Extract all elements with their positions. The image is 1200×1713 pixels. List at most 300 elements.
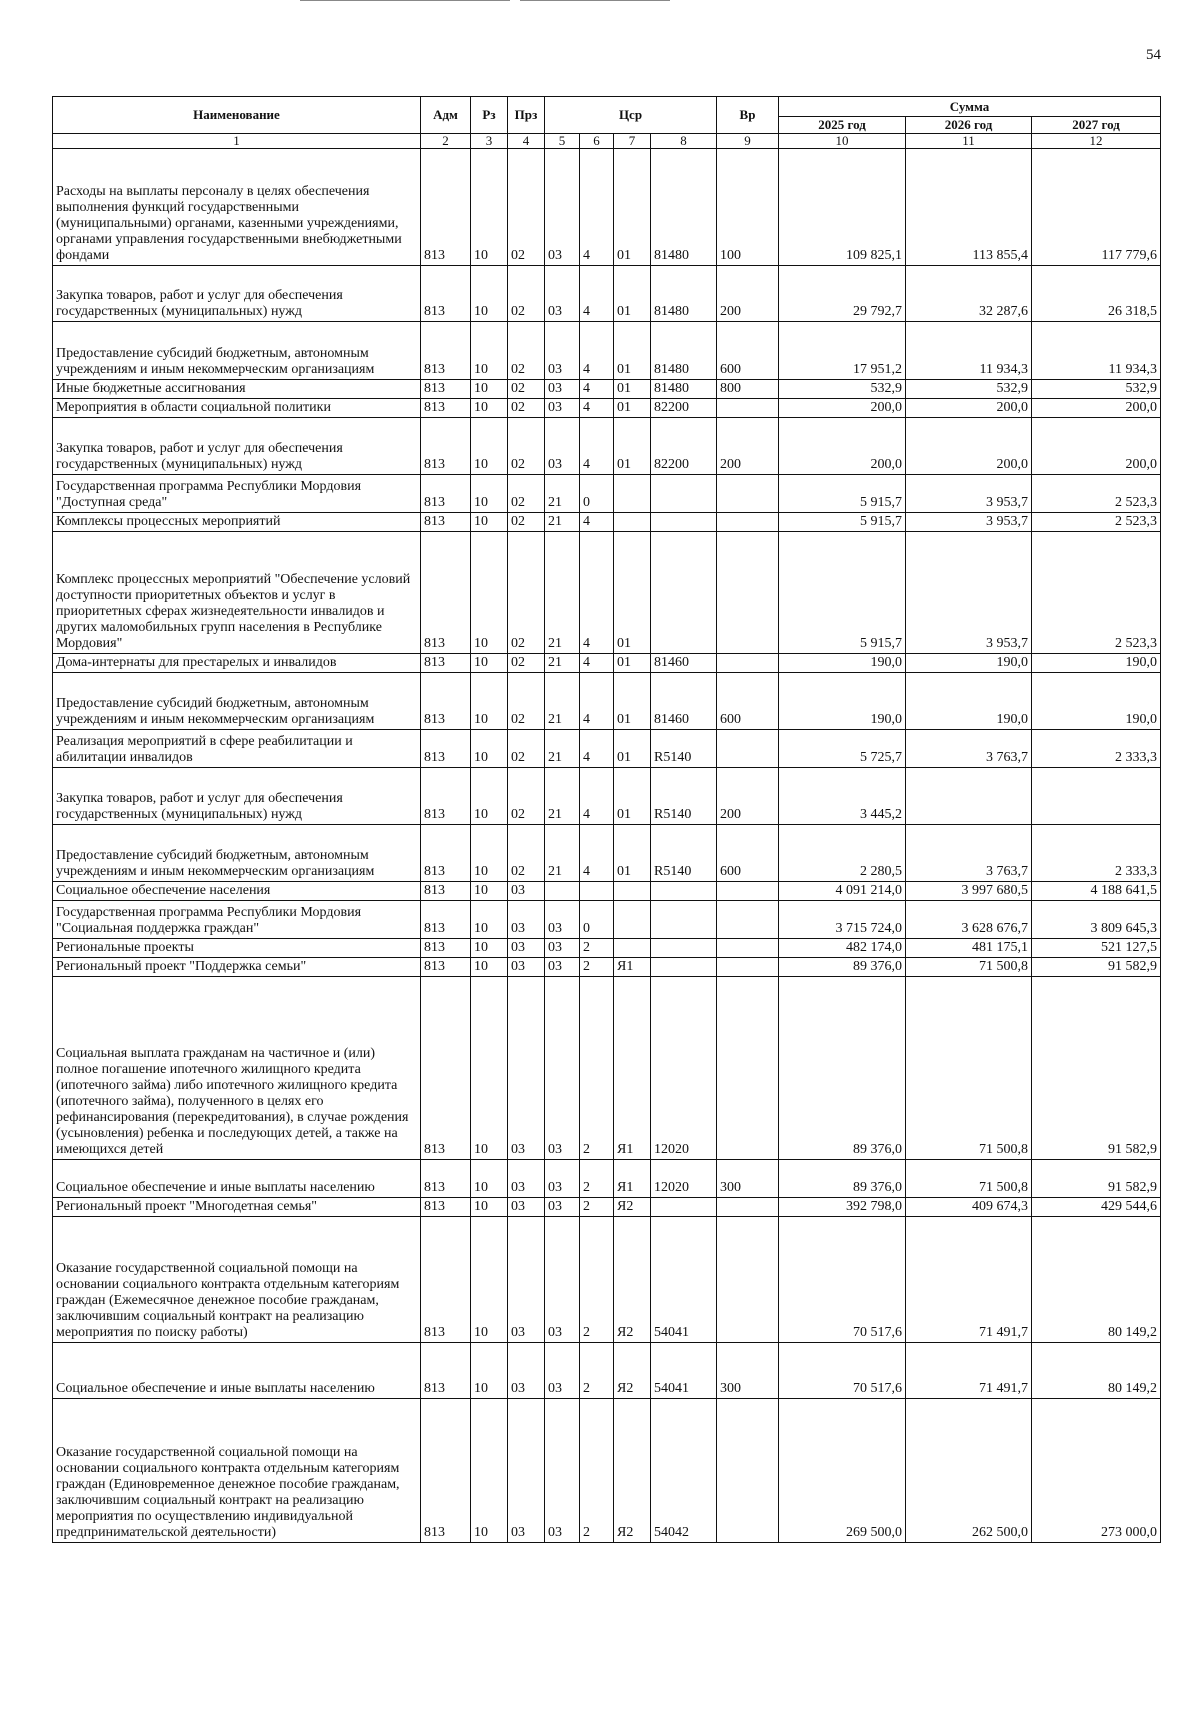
table-row: [53, 1198, 1161, 1217]
row-sum-y2027: 2 333,3: [1032, 825, 1161, 882]
row-code-c4: 54042: [651, 1399, 717, 1543]
row-sum-y2026: [906, 768, 1032, 825]
row-code-c4: 81480: [651, 322, 717, 380]
row-code-c1: 03: [545, 418, 580, 475]
row-code-c2: 4: [580, 399, 614, 418]
row-code-c1: 21: [545, 730, 580, 768]
row-code-c2: 4: [580, 673, 614, 730]
row-code-c2: 4: [580, 730, 614, 768]
row-code-prz: 03: [508, 1217, 545, 1343]
header-csr: Цср: [545, 97, 717, 134]
table-row: [53, 1399, 1161, 1543]
row-code-vr: 200: [717, 768, 779, 825]
row-code-c4: [651, 513, 717, 532]
row-code-c1: 03: [545, 1160, 580, 1198]
row-code-prz: 03: [508, 1399, 545, 1543]
row-name: Комплекс процессных мероприятий "Обеспечение условий доступности приоритетных объектов и услуг в приоритетных сферах жизнедеятельности инвалидов и других маломобильных групп населения в Республике Мордовия": [53, 532, 421, 654]
row-code-c3: Я1: [614, 1160, 651, 1198]
row-code-prz: 02: [508, 654, 545, 673]
header-sum: Сумма: [779, 97, 1161, 117]
row-sum-y2026: 409 674,3: [906, 1198, 1032, 1217]
row-code-rz: 10: [471, 882, 508, 901]
row-code-adm: 813: [421, 768, 471, 825]
row-code-c3: 01: [614, 266, 651, 322]
header-rz: Рз: [471, 97, 508, 134]
row-sum-y2025: 5 915,7: [779, 475, 906, 513]
row-code-vr: [717, 513, 779, 532]
row-name: Реализация мероприятий в сфере реабилитации и абилитации инвалидов: [53, 730, 421, 768]
header-vr: Вр: [717, 97, 779, 134]
row-code-adm: 813: [421, 1217, 471, 1343]
row-code-vr: [717, 1217, 779, 1343]
row-sum-y2025: 3 445,2: [779, 768, 906, 825]
row-code-c4: R5140: [651, 825, 717, 882]
row-code-c4: [651, 958, 717, 977]
row-sum-y2026: 3 763,7: [906, 730, 1032, 768]
row-sum-y2025: 89 376,0: [779, 1160, 906, 1198]
row-code-vr: 800: [717, 380, 779, 399]
row-code-prz: 02: [508, 532, 545, 654]
row-code-c3: Я2: [614, 1198, 651, 1217]
row-code-c1: 21: [545, 513, 580, 532]
row-name: Социальное обеспечение населения: [53, 882, 421, 901]
row-sum-y2027: 190,0: [1032, 673, 1161, 730]
row-code-c1: [545, 882, 580, 901]
row-code-adm: 813: [421, 1160, 471, 1198]
row-sum-y2026: 200,0: [906, 418, 1032, 475]
row-code-adm: 813: [421, 149, 471, 266]
row-code-c1: 21: [545, 532, 580, 654]
row-code-c3: Я1: [614, 958, 651, 977]
row-code-c4: 81480: [651, 266, 717, 322]
row-code-c1: 21: [545, 673, 580, 730]
row-sum-y2027: 2 523,3: [1032, 532, 1161, 654]
row-code-c2: 4: [580, 768, 614, 825]
row-code-c3: 01: [614, 399, 651, 418]
row-code-c1: 03: [545, 322, 580, 380]
row-name: Региональный проект "Многодетная семья": [53, 1198, 421, 1217]
row-code-rz: 10: [471, 1160, 508, 1198]
row-name: Расходы на выплаты персоналу в целях обеспечения выполнения функций государственными (муниципальными) органами, казенными учреждениями, органами управления государственными внебюджетными фондами: [53, 149, 421, 266]
row-sum-y2027: 3 809 645,3: [1032, 901, 1161, 939]
row-name: Региональный проект "Поддержка семьи": [53, 958, 421, 977]
row-code-c4: 54041: [651, 1217, 717, 1343]
row-sum-y2026: 3 628 676,7: [906, 901, 1032, 939]
row-sum-y2026: 200,0: [906, 399, 1032, 418]
row-code-vr: [717, 399, 779, 418]
row-sum-y2026: 3 953,7: [906, 532, 1032, 654]
row-sum-y2027: 200,0: [1032, 418, 1161, 475]
row-sum-y2025: 200,0: [779, 418, 906, 475]
row-name: Оказание государственной социальной помощи на основании социального контракта отдельным категориям граждан (Единовременное денежное пособие гражданам, заключившим социальный контракт на реализацию мероприятия по осуществлению индивидуальной предпринимательской деятельности): [53, 1399, 421, 1543]
table-row: [53, 958, 1161, 977]
row-code-vr: [717, 730, 779, 768]
row-sum-y2027: 117 779,6: [1032, 149, 1161, 266]
row-code-c2: 2: [580, 977, 614, 1160]
row-name: Закупка товаров, работ и услуг для обеспечения государственных (муниципальных) нужд: [53, 768, 421, 825]
row-code-adm: 813: [421, 513, 471, 532]
column-number: 8: [651, 134, 717, 149]
row-code-c3: [614, 901, 651, 939]
row-code-adm: 813: [421, 958, 471, 977]
row-code-adm: 813: [421, 418, 471, 475]
row-code-c3: [614, 513, 651, 532]
row-code-vr: 600: [717, 322, 779, 380]
row-code-rz: 10: [471, 1217, 508, 1343]
row-sum-y2025: 5 725,7: [779, 730, 906, 768]
row-code-c2: 2: [580, 958, 614, 977]
table-row: [53, 730, 1161, 768]
table-row: [53, 266, 1161, 322]
header-year-2026: 2026 год: [906, 117, 1032, 134]
row-code-prz: 03: [508, 1198, 545, 1217]
row-code-rz: 10: [471, 825, 508, 882]
row-code-adm: 813: [421, 882, 471, 901]
row-code-vr: 600: [717, 673, 779, 730]
row-code-c3: 01: [614, 768, 651, 825]
row-code-c2: 4: [580, 322, 614, 380]
row-sum-y2026: 532,9: [906, 380, 1032, 399]
row-code-adm: 813: [421, 475, 471, 513]
row-code-rz: 10: [471, 399, 508, 418]
scan-artifact: [300, 0, 510, 1]
row-code-c2: 2: [580, 939, 614, 958]
row-sum-y2026: 190,0: [906, 654, 1032, 673]
table-row: [53, 513, 1161, 532]
row-code-c2: 0: [580, 901, 614, 939]
table-row: [53, 322, 1161, 380]
row-code-prz: 02: [508, 513, 545, 532]
table-row: [53, 399, 1161, 418]
row-code-c1: 03: [545, 901, 580, 939]
row-sum-y2027: 521 127,5: [1032, 939, 1161, 958]
row-code-c2: [580, 882, 614, 901]
row-code-c4: 81460: [651, 654, 717, 673]
row-sum-y2026: 3 763,7: [906, 825, 1032, 882]
row-name: Социальная выплата гражданам на частичное и (или) полное погашение ипотечного жилищного кредита (ипотечного займа) либо ипотечного жилищного кредита (ипотечного займа), полученного в целях его рефинансирования (перекредитования), в случае рождения (усыновления) ребенка и последующих детей, а также на имеющихся детей: [53, 977, 421, 1160]
row-code-c2: 4: [580, 825, 614, 882]
row-sum-y2027: 2 333,3: [1032, 730, 1161, 768]
row-code-prz: 03: [508, 958, 545, 977]
row-sum-y2026: 71 491,7: [906, 1217, 1032, 1343]
row-name: Дома-интернаты для престарелых и инвалидов: [53, 654, 421, 673]
header-name: Наименование: [53, 97, 421, 134]
row-code-c4: 82200: [651, 399, 717, 418]
row-sum-y2027: 2 523,3: [1032, 513, 1161, 532]
row-sum-y2025: 269 500,0: [779, 1399, 906, 1543]
row-sum-y2025: 200,0: [779, 399, 906, 418]
table-row: [53, 654, 1161, 673]
row-code-adm: 813: [421, 673, 471, 730]
row-code-c3: 01: [614, 532, 651, 654]
row-code-c2: 4: [580, 513, 614, 532]
column-number: 2: [421, 134, 471, 149]
row-sum-y2025: 89 376,0: [779, 958, 906, 977]
row-code-rz: 10: [471, 939, 508, 958]
column-number: 7: [614, 134, 651, 149]
row-code-prz: 02: [508, 149, 545, 266]
header-adm: Адм: [421, 97, 471, 134]
row-sum-y2025: 4 091 214,0: [779, 882, 906, 901]
row-code-c2: 4: [580, 532, 614, 654]
row-code-c2: 4: [580, 149, 614, 266]
row-code-rz: 10: [471, 1198, 508, 1217]
row-code-c3: Я2: [614, 1343, 651, 1399]
row-sum-y2025: 190,0: [779, 654, 906, 673]
row-code-c2: 2: [580, 1160, 614, 1198]
row-code-adm: 813: [421, 825, 471, 882]
row-code-c1: 03: [545, 977, 580, 1160]
row-code-c2: 4: [580, 380, 614, 399]
row-sum-y2026: 3 953,7: [906, 513, 1032, 532]
row-code-c3: 01: [614, 322, 651, 380]
row-name: Предоставление субсидий бюджетным, автономным учреждениям и иным некоммерческим организациям: [53, 673, 421, 730]
row-code-rz: 10: [471, 977, 508, 1160]
table-row: [53, 532, 1161, 654]
row-name: Государственная программа Республики Мордовия "Доступная среда": [53, 475, 421, 513]
row-name: Государственная программа Республики Мордовия "Социальная поддержка граждан": [53, 901, 421, 939]
row-code-rz: 10: [471, 768, 508, 825]
row-sum-y2026: 113 855,4: [906, 149, 1032, 266]
table-row: [53, 1217, 1161, 1343]
row-code-c3: 01: [614, 825, 651, 882]
row-code-c1: 03: [545, 380, 580, 399]
row-code-prz: 02: [508, 380, 545, 399]
row-sum-y2026: 262 500,0: [906, 1399, 1032, 1543]
row-code-c1: 21: [545, 475, 580, 513]
column-number: 12: [1032, 134, 1161, 149]
table-row: [53, 901, 1161, 939]
row-code-rz: 10: [471, 322, 508, 380]
header-year-2025: 2025 год: [779, 117, 906, 134]
row-code-c4: 81460: [651, 673, 717, 730]
row-code-vr: 200: [717, 266, 779, 322]
row-code-c3: [614, 939, 651, 958]
row-code-c1: 21: [545, 768, 580, 825]
row-code-c1: 21: [545, 654, 580, 673]
row-code-c2: 4: [580, 266, 614, 322]
row-sum-y2027: [1032, 768, 1161, 825]
row-code-prz: 03: [508, 1160, 545, 1198]
row-sum-y2025: 392 798,0: [779, 1198, 906, 1217]
row-code-c1: 03: [545, 399, 580, 418]
row-code-c3: Я1: [614, 977, 651, 1160]
row-name: Мероприятия в области социальной политики: [53, 399, 421, 418]
row-code-c3: 01: [614, 418, 651, 475]
row-sum-y2025: 190,0: [779, 673, 906, 730]
row-code-rz: 10: [471, 1399, 508, 1543]
row-code-c4: 12020: [651, 977, 717, 1160]
row-sum-y2027: 273 000,0: [1032, 1399, 1161, 1543]
row-code-c1: 03: [545, 1343, 580, 1399]
table-row: [53, 939, 1161, 958]
row-sum-y2026: 71 491,7: [906, 1343, 1032, 1399]
column-number: 9: [717, 134, 779, 149]
row-code-c4: R5140: [651, 768, 717, 825]
row-code-vr: [717, 939, 779, 958]
table-row: [53, 1160, 1161, 1198]
row-code-rz: 10: [471, 730, 508, 768]
row-code-prz: 02: [508, 475, 545, 513]
row-code-rz: 10: [471, 654, 508, 673]
row-sum-y2025: 109 825,1: [779, 149, 906, 266]
table-row: [53, 1343, 1161, 1399]
row-code-prz: 03: [508, 901, 545, 939]
column-number: 1: [53, 134, 421, 149]
table-row: [53, 673, 1161, 730]
row-sum-y2026: 71 500,8: [906, 1160, 1032, 1198]
row-sum-y2027: 200,0: [1032, 399, 1161, 418]
row-sum-y2027: 26 318,5: [1032, 266, 1161, 322]
row-code-c3: Я2: [614, 1399, 651, 1543]
row-code-c2: 4: [580, 418, 614, 475]
row-code-adm: 813: [421, 654, 471, 673]
row-code-vr: [717, 958, 779, 977]
row-sum-y2026: 3 997 680,5: [906, 882, 1032, 901]
column-number: 4: [508, 134, 545, 149]
row-code-vr: 100: [717, 149, 779, 266]
header-year-2027: 2027 год: [1032, 117, 1161, 134]
row-code-c2: 2: [580, 1343, 614, 1399]
row-code-c4: 12020: [651, 1160, 717, 1198]
row-sum-y2027: 429 544,6: [1032, 1198, 1161, 1217]
row-code-c4: [651, 1198, 717, 1217]
row-code-adm: 813: [421, 399, 471, 418]
row-sum-y2025: 532,9: [779, 380, 906, 399]
row-sum-y2027: 91 582,9: [1032, 958, 1161, 977]
table-row: [53, 149, 1161, 266]
row-name: Социальное обеспечение и иные выплаты населению: [53, 1343, 421, 1399]
row-code-adm: 813: [421, 1198, 471, 1217]
header-prz: Прз: [508, 97, 545, 134]
row-code-c2: 2: [580, 1198, 614, 1217]
row-name: Закупка товаров, работ и услуг для обеспечения государственных (муниципальных) нужд: [53, 418, 421, 475]
row-sum-y2027: 80 149,2: [1032, 1217, 1161, 1343]
row-sum-y2025: 70 517,6: [779, 1343, 906, 1399]
row-code-prz: 02: [508, 825, 545, 882]
row-code-rz: 10: [471, 266, 508, 322]
row-code-c3: 01: [614, 654, 651, 673]
row-code-c3: 01: [614, 730, 651, 768]
row-name: Социальное обеспечение и иные выплаты населению: [53, 1160, 421, 1198]
row-code-c4: R5140: [651, 730, 717, 768]
column-number: 5: [545, 134, 580, 149]
row-code-c4: 81480: [651, 380, 717, 399]
row-code-rz: 10: [471, 901, 508, 939]
row-sum-y2025: 3 715 724,0: [779, 901, 906, 939]
table-row: [53, 768, 1161, 825]
row-sum-y2025: 482 174,0: [779, 939, 906, 958]
column-number: 6: [580, 134, 614, 149]
row-code-vr: [717, 475, 779, 513]
row-code-prz: 03: [508, 977, 545, 1160]
row-code-adm: 813: [421, 532, 471, 654]
row-name: Закупка товаров, работ и услуг для обеспечения государственных (муниципальных) нужд: [53, 266, 421, 322]
row-sum-y2025: 70 517,6: [779, 1217, 906, 1343]
row-code-c1: 03: [545, 939, 580, 958]
row-sum-y2026: 190,0: [906, 673, 1032, 730]
row-code-c4: 81480: [651, 149, 717, 266]
row-code-vr: [717, 882, 779, 901]
row-code-c3: 01: [614, 149, 651, 266]
row-code-vr: 600: [717, 825, 779, 882]
row-code-c4: [651, 475, 717, 513]
row-code-vr: [717, 977, 779, 1160]
row-code-c1: 03: [545, 1399, 580, 1543]
column-number: 10: [779, 134, 906, 149]
row-code-adm: 813: [421, 1399, 471, 1543]
row-code-c4: [651, 939, 717, 958]
row-sum-y2025: 5 915,7: [779, 513, 906, 532]
row-sum-y2026: 3 953,7: [906, 475, 1032, 513]
row-sum-y2027: 4 188 641,5: [1032, 882, 1161, 901]
row-code-prz: 02: [508, 418, 545, 475]
row-code-adm: 813: [421, 380, 471, 399]
row-sum-y2026: 71 500,8: [906, 977, 1032, 1160]
row-code-vr: 300: [717, 1160, 779, 1198]
row-code-c3: [614, 475, 651, 513]
row-code-vr: [717, 1198, 779, 1217]
row-name: Региональные проекты: [53, 939, 421, 958]
row-code-vr: [717, 654, 779, 673]
row-sum-y2027: 91 582,9: [1032, 977, 1161, 1160]
row-name: Оказание государственной социальной помощи на основании социального контракта отдельным категориям граждан (Ежемесячное денежное пособие гражданам, заключившим социальный контракт на реализацию мероприятия по поиску работы): [53, 1217, 421, 1343]
row-code-prz: 02: [508, 322, 545, 380]
row-code-c2: 4: [580, 654, 614, 673]
row-sum-y2025: 29 792,7: [779, 266, 906, 322]
row-code-c1: 03: [545, 149, 580, 266]
row-code-c4: [651, 882, 717, 901]
row-code-vr: 300: [717, 1343, 779, 1399]
page-number: 54: [1146, 47, 1161, 63]
row-code-rz: 10: [471, 149, 508, 266]
row-code-rz: 10: [471, 1343, 508, 1399]
row-code-rz: 10: [471, 513, 508, 532]
row-code-prz: 02: [508, 768, 545, 825]
row-sum-y2027: 80 149,2: [1032, 1343, 1161, 1399]
scan-artifact: [520, 0, 670, 1]
row-code-c2: 2: [580, 1399, 614, 1543]
row-sum-y2027: 532,9: [1032, 380, 1161, 399]
row-code-adm: 813: [421, 939, 471, 958]
row-code-c1: 03: [545, 1198, 580, 1217]
row-code-c1: 21: [545, 825, 580, 882]
row-code-c4: [651, 532, 717, 654]
row-sum-y2026: 481 175,1: [906, 939, 1032, 958]
row-code-adm: 813: [421, 901, 471, 939]
row-sum-y2026: 32 287,6: [906, 266, 1032, 322]
row-code-rz: 10: [471, 380, 508, 399]
row-sum-y2026: 71 500,8: [906, 958, 1032, 977]
row-code-adm: 813: [421, 266, 471, 322]
table-row: [53, 977, 1161, 1160]
row-code-c1: 03: [545, 958, 580, 977]
row-code-vr: [717, 532, 779, 654]
row-name: Предоставление субсидий бюджетным, автономным учреждениям и иным некоммерческим организациям: [53, 322, 421, 380]
row-code-c2: 0: [580, 475, 614, 513]
row-code-rz: 10: [471, 475, 508, 513]
table-row: [53, 825, 1161, 882]
row-sum-y2025: 5 915,7: [779, 532, 906, 654]
row-code-rz: 10: [471, 532, 508, 654]
row-code-c4: 54041: [651, 1343, 717, 1399]
row-code-prz: 02: [508, 730, 545, 768]
row-code-c1: 03: [545, 266, 580, 322]
column-number-row: [53, 134, 1161, 149]
row-code-c3: 01: [614, 380, 651, 399]
row-sum-y2025: 89 376,0: [779, 977, 906, 1160]
row-code-rz: 10: [471, 958, 508, 977]
